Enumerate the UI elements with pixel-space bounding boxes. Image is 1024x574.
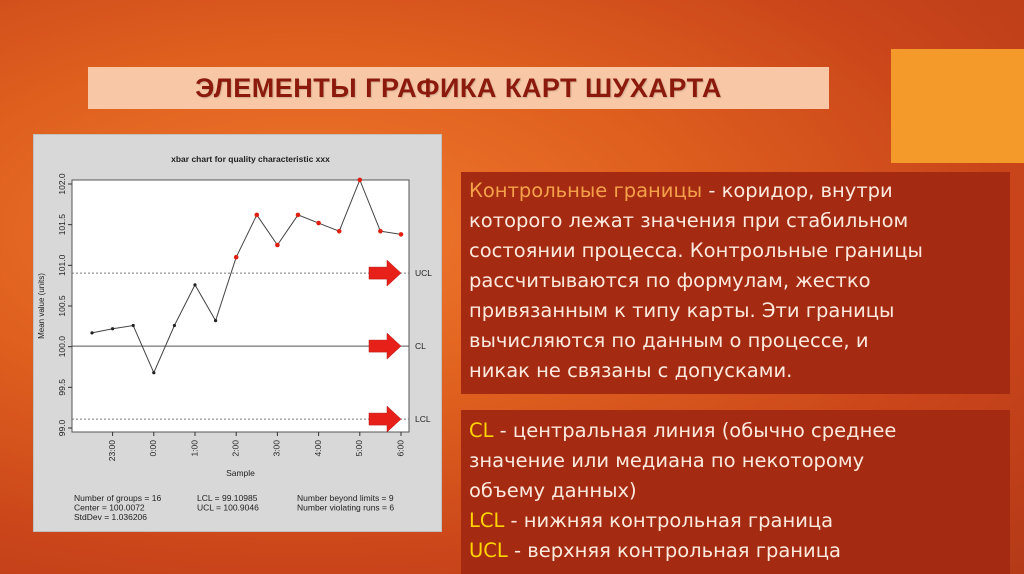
desc-line-0-text: - коридор, внутри [702,179,893,202]
ucl-line [469,536,1002,566]
desc-line-2: состоянии процесса. Контрольные границы [469,239,923,262]
data-point-11 [316,221,321,226]
data-point-4 [173,324,176,327]
control-label-ucl: UCL [415,268,433,279]
cl-line-2: объему данных) [469,479,637,502]
cl-line-0 [469,416,1002,446]
slide-title: ЭЛЕМЕНТЫ ГРАФИКА КАРТ ШУХАРТА [195,72,722,103]
desc-line-3: рассчитываются по формулам, жестко [469,269,871,292]
data-point-2 [132,324,135,327]
y-axis-label: Mean value (units) [37,273,46,339]
lcl-line [469,506,1002,536]
stat-0-0: Number of groups = 16 [74,493,162,503]
x-tick-label-7: 6:00 [395,440,406,457]
stat-1-1: UCL = 100.9046 [197,502,259,513]
data-point-15 [399,232,404,237]
x-tick-label-1: 0:00 [148,440,159,457]
x-tick-label-3: 2:00 [230,440,241,457]
term-ucl: UCL [469,539,508,562]
xbar-chart [34,135,441,531]
y-tick-label-0: 99.0 [57,419,67,437]
term-cl: CL [469,419,494,442]
data-point-10 [296,213,301,218]
lcl-text: - нижняя контрольная граница [504,509,834,532]
y-tick-label-5: 101.5 [57,214,67,236]
data-point-12 [337,229,342,234]
desc-line-4: привязанным к типу карты. Эти границы [469,299,895,322]
xbar-chart-panel [33,134,442,532]
stat-2-0: StdDev = 1.036206 [74,512,148,522]
term-control-limits: Контрольные границы [469,179,703,202]
control-limits-description [461,172,1010,394]
desc-line-5: вычисляются по данным о процессе, и [469,329,869,352]
cl-line-1: значение или медиана по некоторому [469,449,865,472]
x-tick-label-6: 5:00 [354,440,365,457]
data-point-1 [111,327,114,330]
y-tick-label-3: 100.5 [57,295,67,317]
cl-line-0-text: - центральная линия (обычно среднее [493,419,897,442]
desc-line-0 [469,176,1002,206]
stat-1-2: Number violating runs = 6 [297,502,395,513]
y-tick-label-1: 99.5 [57,379,67,396]
x-tick-label-5: 4:00 [312,440,323,457]
desc-line-6: никак не связаны с допусками. [469,359,793,382]
stat-0-2: Number beyond limits = 9 [297,493,394,503]
control-label-lcl: LCL [415,414,431,425]
data-point-0 [90,331,93,334]
data-point-8 [255,213,260,218]
term-lcl: LCL [469,509,505,532]
accent-square [891,49,1024,163]
ucl-text: - верхняя контрольная граница [507,539,841,562]
stat-1-0: Center = 100.0072 [74,502,145,513]
x-tick-label-2: 1:00 [189,440,200,457]
data-point-6 [214,319,217,322]
x-axis-label: Sample [226,468,255,478]
data-point-9 [275,243,280,248]
data-point-5 [193,283,196,286]
data-point-14 [378,229,383,234]
x-tick-label-4: 3:00 [271,440,282,457]
y-tick-label-4: 101.0 [57,254,67,276]
y-tick-label-2: 100.0 [57,336,67,358]
plot-area [72,180,409,432]
data-point-13 [358,178,363,183]
y-tick-label-6: 102.0 [57,173,67,195]
desc-line-1: которого лежат значения при стабильном [469,209,909,232]
slide-title-box [88,67,829,109]
control-label-cl: CL [415,341,426,352]
stat-0-1: LCL = 99.10985 [197,493,258,503]
data-point-3 [152,371,155,374]
data-point-7 [234,255,239,260]
legend-definitions [461,410,1010,574]
chart-title: xbar chart for quality characteristic xxx [171,154,330,164]
x-tick-label-0: 23:00 [106,440,117,462]
